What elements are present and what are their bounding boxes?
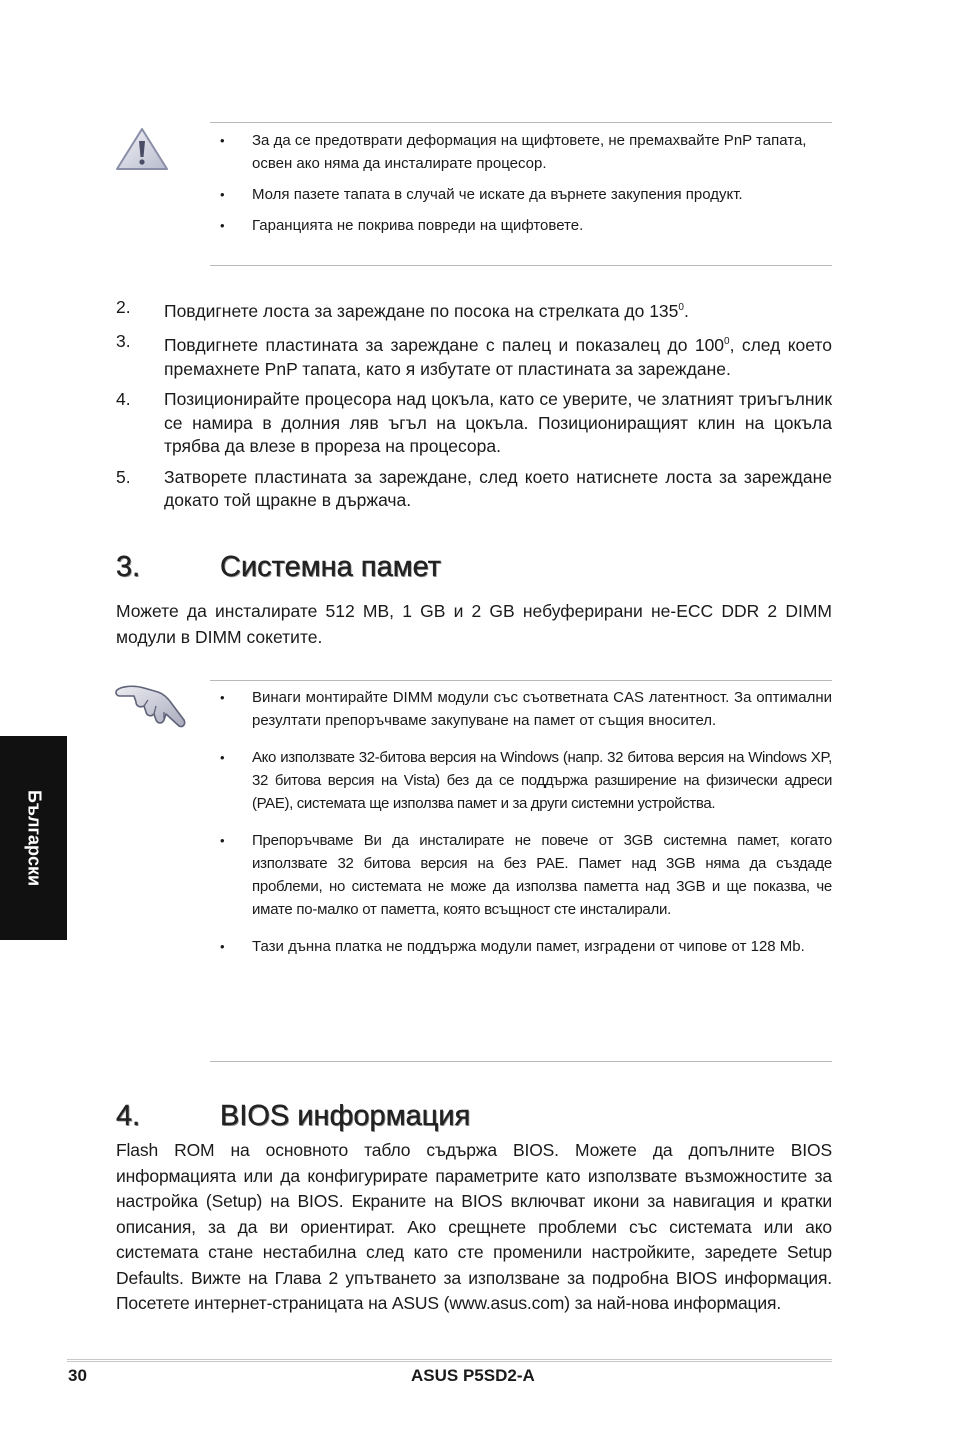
step-item: 4. Позиционирайте процесора над цокъла, като се уверите, че златният триъгълник се намира в долния ляв ъгъл на цокъла. Позициониращият клин на цокъла трябва да влезе в прореза на процесора.: [116, 389, 832, 457]
note-item: • Тази дънна платка не поддържа модули памет, изградени от чипове от 128 Mb.: [212, 935, 832, 958]
note-top-rule: [210, 680, 832, 681]
note-item: • Винаги монтирайте DIMM модули със съответната CAS латентност. За оптимални резултати препоръчваме закупуване на памет от същия вносител.: [212, 686, 832, 732]
section-title: Системна памет: [220, 551, 442, 583]
note-item: • Ако използвате 32-битова версия на Windows (напр. 32 битова версия на Windows XP, 32 битова версия на Vista) без да се поддържа разширение на физически адреси (PAE), системата ще използва памет и за други системни устройства.: [212, 746, 832, 815]
step-number: 5.: [116, 466, 131, 487]
note-item: • Препоръчваме Ви да инсталирате не повече от 3GB системна памет, когато използвате 32 битова версия на без PAE. Памет над 3GB няма да създаде проблеми, но системата не може да използва паметта над 3GB и ще показва, че имате по-малко от паметта, която всъщност сте инсталирали.: [212, 829, 832, 921]
page-number: 30: [68, 1366, 87, 1385]
section-number: 4.: [116, 1100, 141, 1132]
note-bottom-rule: [210, 1061, 832, 1062]
installation-steps: [116, 296, 832, 513]
section-title: BIOS информация: [220, 1100, 471, 1132]
section-3-intro: Можете да инсталирате 512 MB, 1 GB и 2 GB небуферирани не-ECC DDR 2 DIMM модули в DIMM сокетите.: [116, 601, 832, 647]
section-4-heading: [116, 1098, 832, 1134]
footer-rule: [67, 1359, 832, 1362]
caution-item: • Моля пазете тапата в случай че искате да върнете закупения продукт.: [212, 183, 832, 206]
step-number: 3.: [116, 331, 131, 352]
note-list: [212, 686, 832, 958]
product-name: ASUS P5SD2-A: [411, 1366, 535, 1385]
caution-top-rule: [210, 122, 832, 123]
step-item: 3. Повдигнете пластината за зареждане с палец и показалец до $100^0$, след което премахнете PnP тапата, като я избутате от пластината за зареждане.: [116, 331, 832, 379]
step-item: 5. Затворете пластината за зареждане, след което натиснете лоста за зареждане докато той щракне в държача.: [116, 466, 832, 511]
language-label: Български: [24, 789, 44, 887]
caution-bottom-rule: [210, 265, 832, 266]
section-3-heading: [116, 549, 832, 585]
caution-list: [212, 129, 832, 237]
section-number: 3.: [116, 551, 141, 583]
step-item: 2. Повдигнете лоста за зареждане по посока на стрелката до $135^0$.: [116, 297, 689, 321]
pointing-hand-icon: [114, 680, 188, 732]
section-4-body: Flash ROM на основното табло съдържа BIOS. Можете да допълните BIOS информацията или да конфигурирате параметрите като използвате възможностите за настройка (Setup) на BIOS. Екраните на BIOS включват икони за навигация и кратки описания, за да ви ориентират. Ако срещнете проблеми със системата или ако системата стане нестабилна след като сте променили настройките, заредете Setup Defaults. Вижте на Глава 2 упътването за използване за подробна BIOS информация. Посетете интернет-страницата на ASUS (www.asus.com) за най-нова информация.: [116, 1140, 832, 1313]
step-number: 2.: [116, 297, 131, 317]
caution-item: • Гаранцията не покрива повреди на щифтовете.: [212, 214, 832, 237]
caution-item: • За да се предотврати деформация на щифтовете, не премахвайте PnP тапата, освен ако няма да инсталирате процесор.: [212, 129, 832, 175]
language-side-tab: [0, 736, 67, 940]
warning-triangle-icon: [114, 126, 170, 172]
step-number: 4.: [116, 389, 131, 410]
